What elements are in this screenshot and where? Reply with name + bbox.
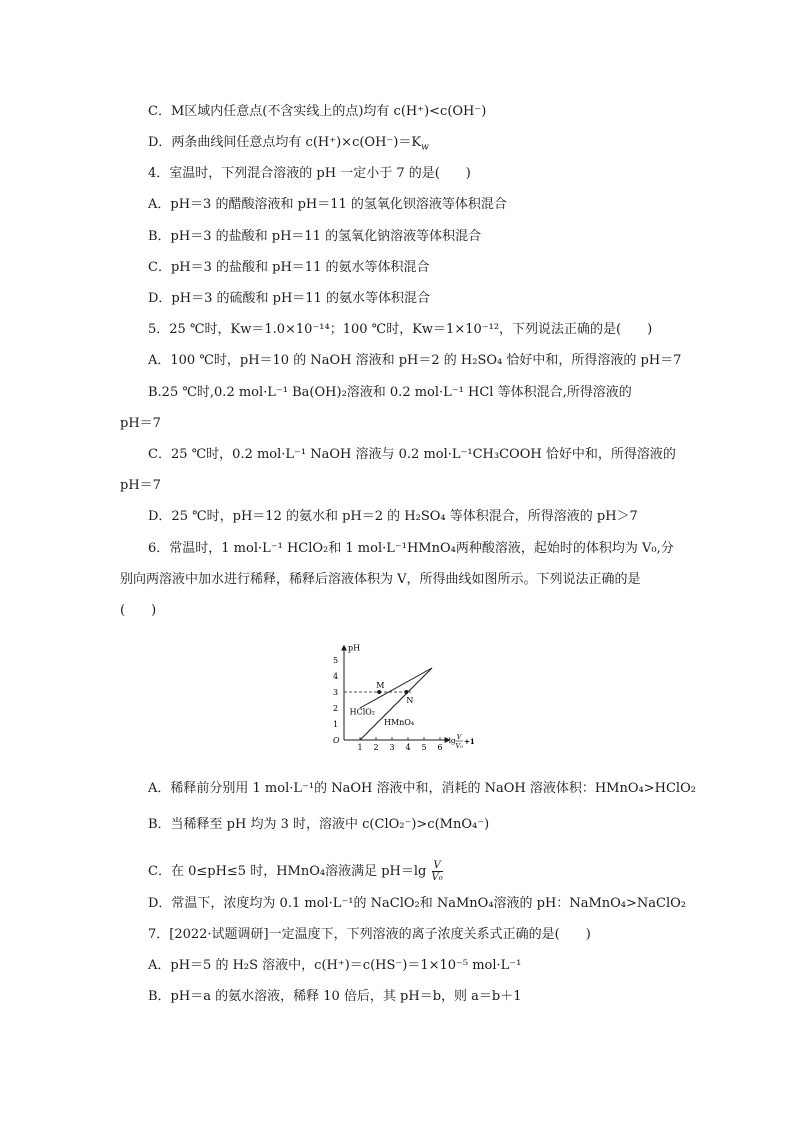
q6-option-a: A．稀释前分别用 1 mol·L⁻¹的 NaOH 溶液中和，消耗的 NaOH 溶液体积：HMnO₄>HClO₂ [148,781,696,796]
q4-option-c: C．pH＝3 的盐酸和 pH＝11 的氨水等体积混合 [148,260,430,275]
q6-stem-line3: ( ) [120,603,157,618]
series-label-hclo2: HClO₂ [349,707,376,717]
y-tick-label: 3 [333,688,339,697]
q7-option-a: A．pH＝5 的 H₂S 溶液中，c(H⁺)＝c(HS⁻)＝1×10⁻⁵ mol·L⁻¹ [148,958,522,973]
y-tick-label: 5 [333,656,339,665]
q5-stem: 5．25 ℃时，Kw＝1.0×10⁻¹⁴；100 ℃时，Kw＝1×10⁻¹²，下列说法正确的是( ) [148,322,653,337]
q6-option-c: C．在 0≤pH≤5 时，HMnO₄溶液满足 pH＝lg $\frac{V}{\text{V₀}}$ [148,860,443,883]
q5-option-c-line1: C．25 ℃时，0.2 mol·L⁻¹ NaOH 溶液与 0.2 mol·L⁻¹CH₃COOH 恰好中和，所得溶液的 [148,447,676,462]
point-marker [377,690,381,694]
series-line [360,668,432,708]
point-label: N [406,696,414,705]
option-d-two-curves: D．两条曲线间任意点均有 $c(H^+)\times c(OH^-)=K_w$ [148,135,429,153]
point-label: M [376,681,385,690]
x-tick-label: 1 [357,743,363,752]
q4-stem: 4．室温时，下列混合溶液的 pH 一定小于 7 的是( ) [148,166,471,181]
x-axis-label-den: V₀ [455,742,463,750]
q5-option-b-line2: pH＝7 [120,416,161,431]
origin-label: O [333,736,340,745]
q7-option-b: B．pH＝a 的氨水溶液，稀释 10 倍后，其 pH＝b，则 a＝b＋1 [148,989,522,1004]
x-tick-label: 3 [389,743,395,752]
x-axis-label-plus: +1 [464,737,475,746]
y-tick-label: 4 [333,672,339,681]
series-line [360,668,432,740]
q4-option-b: B．pH＝3 的盐酸和 pH＝11 的氢氧化钠溶液等体积混合 [148,229,482,244]
x-axis-label-num: V [456,733,462,741]
q6-option-d: D．常温下，浓度均为 0.1 mol·L⁻¹的 NaClO₂和 NaMnO₄溶液的 pH：NaMnO₄>NaClO₂ [148,896,687,911]
x-tick-label: 4 [405,743,411,752]
q5-option-b-line1: B.25 ℃时,0.2 mol·L⁻¹ Ba(OH)₂溶液和 0.2 mol·L⁻¹ HCl 等体积混合,所得溶液的 [148,385,632,400]
x-tick-label: 2 [373,743,379,752]
series-label-hmno4: HMnO₄ [384,717,415,727]
q6-stem-line2: 别向两溶液中加水进行稀释，稀释后溶液体积为 V，所得曲线如图所示。下列说法正确的是 [120,572,641,587]
q6-stem-line1: 6．常温时，1 mol·L⁻¹ HClO₂和 1 mol·L⁻¹HMnO₄两种酸溶液，起始时的体积均为 V₀,分 [148,541,674,556]
x-tick-label: 6 [437,743,443,752]
fraction-numerator: V [433,860,441,871]
y-tick-label: 1 [333,720,339,729]
q5-option-c-line2: pH＝7 [120,478,161,493]
y-tick-label: 2 [333,704,339,713]
y-axis-label: pH [348,643,361,653]
q4-option-d: D．pH＝3 的硫酸和 pH＝11 的氨水等体积混合 [148,291,430,306]
q4-option-a: A．pH＝3 的醋酸溶液和 pH＝11 的氢氧化钡溶液等体积混合 [148,197,507,212]
q5-option-a: A．100 ℃时，pH＝10 的 NaOH 溶液和 pH＝2 的 H₂SO₄ 恰好中和，所得溶液的 pH＝7 [148,353,682,368]
point-marker [404,690,408,694]
q5-option-d: D．25 ℃时，pH＝12 的氨水和 pH＝2 的 H₂SO₄ 等体积混合，所得溶液的 pH＞7 [148,509,638,524]
fraction-denominator: V₀ [431,872,443,883]
q7-stem: 7．[2022·试题调研]一定温度下，下列溶液的离子浓度关系式正确的是( ) [148,927,591,942]
x-tick-label: 5 [421,743,427,752]
x-axis-label-lg: lg [448,737,456,745]
q6-option-b: B．当稀释至 pH 均为 3 时，溶液中 c(ClO₂⁻)>c(MnO₄⁻) [148,817,490,832]
ph-dilution-chart [322,628,482,768]
option-c-m-region: C．M区域内任意点(不含实线上的点)均有 c(H⁺)<c(OH⁻) [148,104,487,119]
